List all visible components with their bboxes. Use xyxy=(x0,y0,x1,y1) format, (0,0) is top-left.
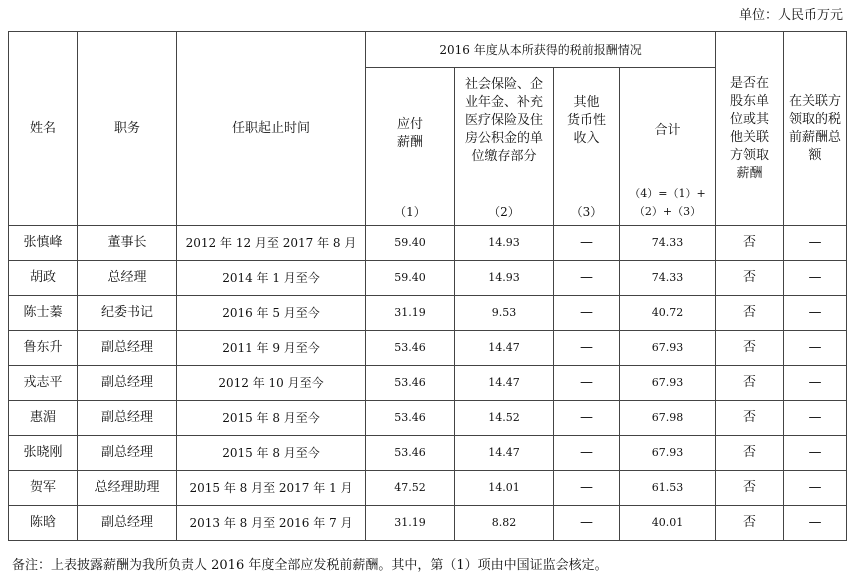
cell-total: 74.33 xyxy=(620,261,716,296)
cell-total: 67.93 xyxy=(620,331,716,366)
table-row xyxy=(9,226,847,261)
cell-related: — xyxy=(784,366,847,401)
cell-shareholder: 否 xyxy=(716,261,784,296)
cell-shareholder: 否 xyxy=(716,401,784,436)
cell-name: 鲁东升 xyxy=(9,331,78,366)
cell-payable: 53.46 xyxy=(366,436,455,471)
cell-other: — xyxy=(554,506,620,541)
cell-payable: 53.46 xyxy=(366,331,455,366)
table-row xyxy=(9,401,847,436)
cell-shareholder: 否 xyxy=(716,331,784,366)
cell-total: 61.53 xyxy=(620,471,716,506)
table-row xyxy=(9,261,847,296)
header-position: 职务 xyxy=(78,32,177,226)
header-tenure: 任职起止时间 xyxy=(177,32,366,226)
header-payable-no: （1） xyxy=(394,205,426,219)
cell-total: 67.98 xyxy=(620,401,716,436)
cell-social: 14.47 xyxy=(455,331,554,366)
cell-social: 8.82 xyxy=(455,506,554,541)
cell-name: 胡政 xyxy=(9,261,78,296)
header-social-label: 社会保险、企 业年金、补充 医疗保险及住 房公积金的单 位缴存部分 xyxy=(464,77,543,164)
table-row xyxy=(9,471,847,506)
cell-total: 40.72 xyxy=(620,296,716,331)
cell-name: 张慎峰 xyxy=(9,226,78,261)
cell-other: — xyxy=(554,401,620,436)
cell-related: — xyxy=(784,436,847,471)
cell-name: 贺军 xyxy=(9,471,78,506)
cell-related: — xyxy=(784,401,847,436)
cell-shareholder: 否 xyxy=(716,366,784,401)
cell-tenure: 2011 年 9 月至今 xyxy=(177,331,366,366)
cell-payable: 59.40 xyxy=(366,261,455,296)
cell-shareholder: 否 xyxy=(716,506,784,541)
cell-related: — xyxy=(784,471,847,506)
cell-other: — xyxy=(554,366,620,401)
cell-social: 14.93 xyxy=(455,226,554,261)
cell-other: — xyxy=(554,226,620,261)
cell-other: — xyxy=(554,331,620,366)
cell-tenure: 2015 年 8 月至 2017 年 1 月 xyxy=(177,471,366,506)
cell-total: 67.93 xyxy=(620,366,716,401)
cell-position: 纪委书记 xyxy=(78,296,177,331)
header-total-formula: （4）=（1）+ （2）+（3） xyxy=(629,187,706,218)
cell-shareholder: 否 xyxy=(716,296,784,331)
cell-payable: 31.19 xyxy=(366,296,455,331)
cell-name: 陈晗 xyxy=(9,506,78,541)
cell-other: — xyxy=(554,296,620,331)
cell-tenure: 2012 年 12 月至 2017 年 8 月 xyxy=(177,226,366,261)
cell-name: 陈士蓁 xyxy=(9,296,78,331)
cell-tenure: 2015 年 8 月至今 xyxy=(177,436,366,471)
cell-related: — xyxy=(784,296,847,331)
cell-shareholder: 否 xyxy=(716,436,784,471)
header-payable-label: 应付 薪酬 xyxy=(396,116,423,150)
cell-social: 9.53 xyxy=(455,296,554,331)
cell-related: — xyxy=(784,261,847,296)
footnote: 备注：上表披露薪酬为我所负责人 2016 年度全部应发税前薪酬。其中，第（1）项由中国证监会核定。 xyxy=(12,558,608,573)
unit-label: 单位：人民币万元 xyxy=(738,8,843,23)
cell-payable: 53.46 xyxy=(366,366,455,401)
cell-other: — xyxy=(554,261,620,296)
cell-tenure: 2015 年 8 月至今 xyxy=(177,401,366,436)
table-row xyxy=(9,506,847,541)
table-body xyxy=(9,226,847,541)
header-total-label: 合计 xyxy=(654,122,681,138)
cell-position: 副总经理 xyxy=(78,506,177,541)
cell-name: 惠湄 xyxy=(9,401,78,436)
cell-payable: 31.19 xyxy=(366,506,455,541)
header-other-no: （3） xyxy=(570,205,603,219)
cell-position: 总经理助理 xyxy=(78,471,177,506)
cell-total: 40.01 xyxy=(620,506,716,541)
cell-position: 副总经理 xyxy=(78,401,177,436)
table-row xyxy=(9,436,847,471)
cell-payable: 59.40 xyxy=(366,226,455,261)
compensation-table xyxy=(8,31,847,541)
cell-social: 14.01 xyxy=(455,471,554,506)
header-other xyxy=(554,68,620,226)
cell-other: — xyxy=(554,471,620,506)
header-other-label: 其他 货币性 收入 xyxy=(566,95,606,146)
header-name: 姓名 xyxy=(9,32,78,226)
cell-position: 副总经理 xyxy=(78,436,177,471)
cell-name: 张晓刚 xyxy=(9,436,78,471)
cell-position: 总经理 xyxy=(78,261,177,296)
cell-related: — xyxy=(784,331,847,366)
cell-tenure: 2012 年 10 月至今 xyxy=(177,366,366,401)
cell-related: — xyxy=(784,506,847,541)
header-payable xyxy=(366,68,455,226)
cell-social: 14.47 xyxy=(455,366,554,401)
cell-shareholder: 否 xyxy=(716,226,784,261)
cell-social: 14.52 xyxy=(455,401,554,436)
table-row xyxy=(9,331,847,366)
table-header xyxy=(9,32,847,226)
cell-shareholder: 否 xyxy=(716,471,784,506)
cell-tenure: 2013 年 8 月至 2016 年 7 月 xyxy=(177,506,366,541)
cell-social: 14.93 xyxy=(455,261,554,296)
header-social-no: （2） xyxy=(488,205,520,219)
cell-tenure: 2014 年 1 月至今 xyxy=(177,261,366,296)
cell-total: 74.33 xyxy=(620,226,716,261)
header-social xyxy=(455,68,554,226)
cell-payable: 53.46 xyxy=(366,401,455,436)
cell-position: 董事长 xyxy=(78,226,177,261)
cell-total: 67.93 xyxy=(620,436,716,471)
cell-related: — xyxy=(784,226,847,261)
header-related: 在关联方 领取的税 前薪酬总 额 xyxy=(784,32,847,226)
cell-tenure: 2016 年 5 月至今 xyxy=(177,296,366,331)
table-row xyxy=(9,296,847,331)
cell-social: 14.47 xyxy=(455,436,554,471)
header-group: 2016 年度从本所获得的税前报酬情况 xyxy=(366,32,716,68)
header-shareholder: 是否在 股东单 位或其 他关联 方领取 薪酬 xyxy=(716,32,784,226)
cell-other: — xyxy=(554,436,620,471)
table-row xyxy=(9,366,847,401)
cell-payable: 47.52 xyxy=(366,471,455,506)
cell-position: 副总经理 xyxy=(78,366,177,401)
cell-position: 副总经理 xyxy=(78,331,177,366)
header-total xyxy=(620,68,716,226)
cell-name: 戎志平 xyxy=(9,366,78,401)
